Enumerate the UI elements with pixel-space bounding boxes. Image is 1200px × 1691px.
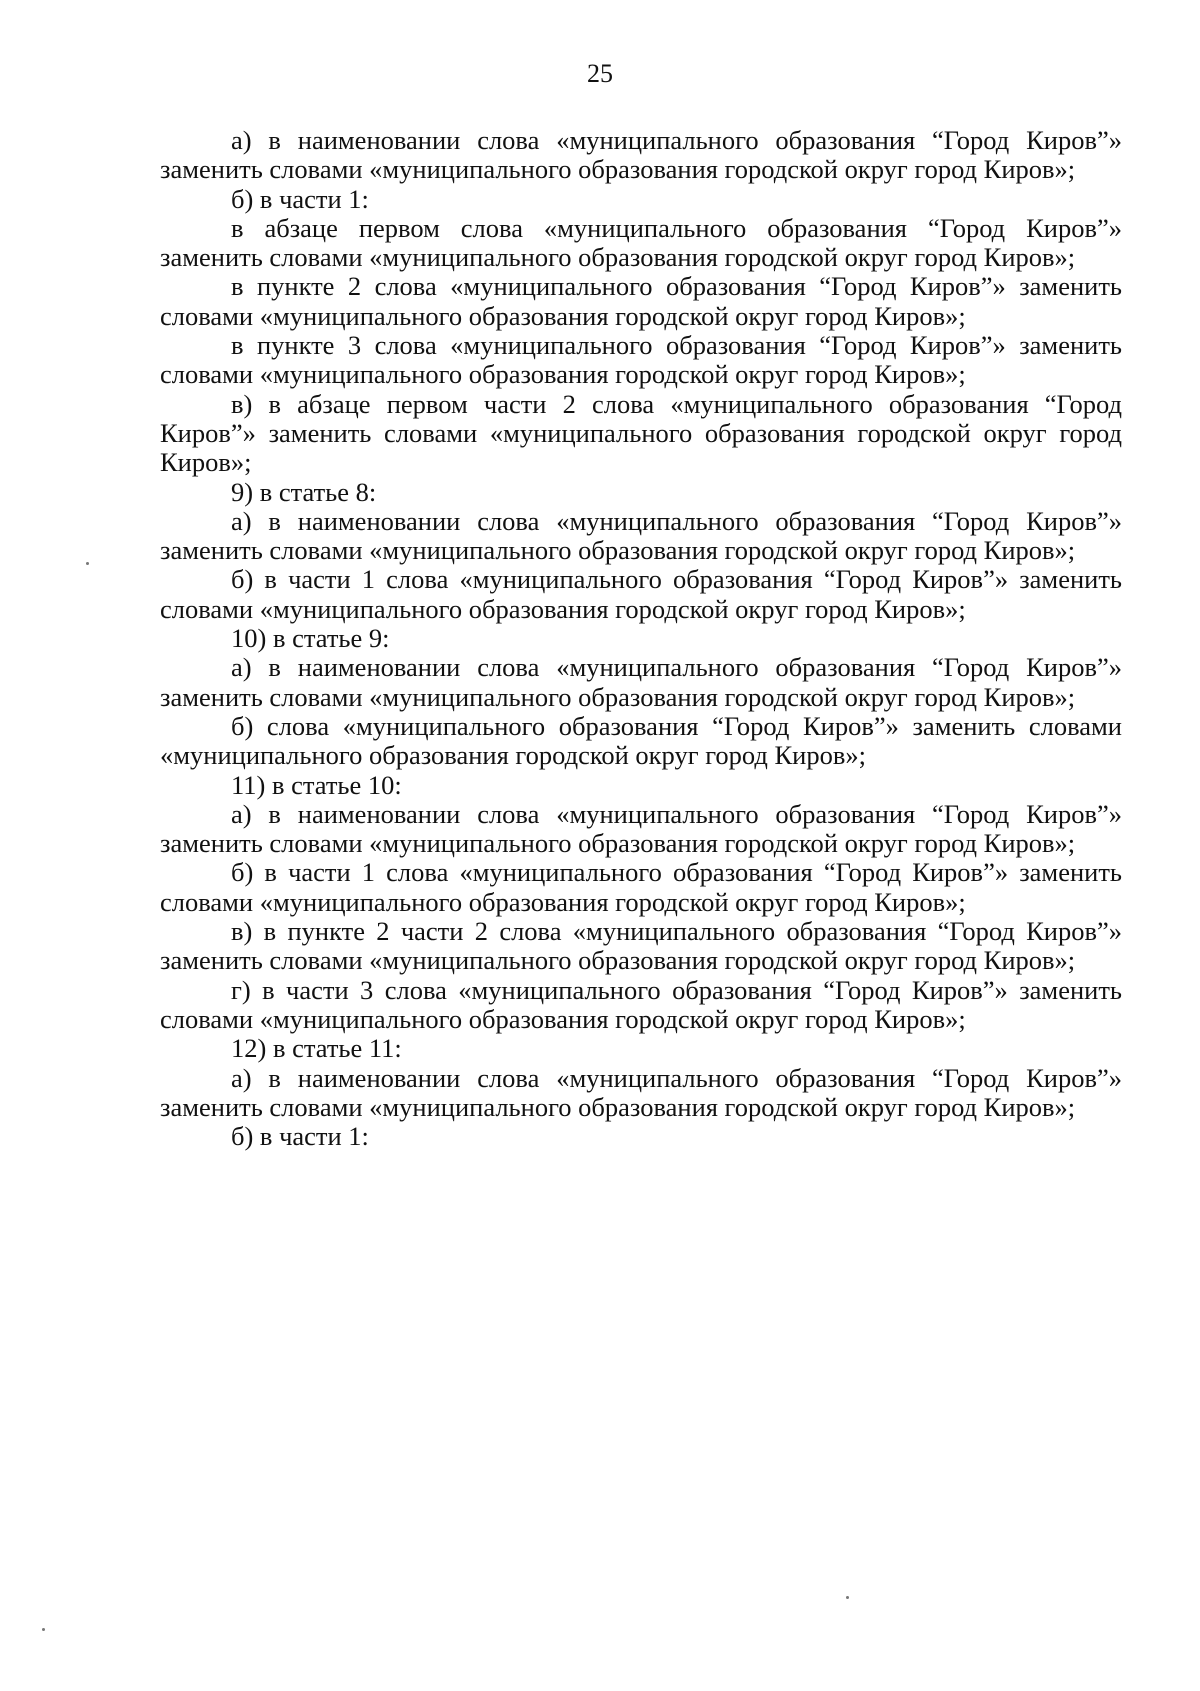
amendment-paragraph: в) в пункте 2 части 2 слова «муниципального образования “Город Киров”» заменить словами «муниципального образования городской округ город Киров»;	[160, 916, 1122, 976]
scan-speck	[86, 562, 89, 565]
article-heading: 11) в статье 10:	[231, 769, 402, 800]
amendment-paragraph: в пункте 3 слова «муниципального образования “Город Киров”» заменить словами «муниципального образования городской округ город Киров»;	[160, 330, 1122, 390]
amendment-paragraph: б) в части 1:	[231, 1121, 369, 1152]
scan-speck	[42, 1628, 45, 1631]
amendment-paragraph: г) в части 3 слова «муниципального образования “Город Киров”» заменить словами «муниципального образования городской округ город Киров»;	[160, 974, 1122, 1034]
amendment-paragraph: а) в наименовании слова «муниципального образования “Город Киров”» заменить словами «муниципального образования городской округ город Киров»;	[160, 125, 1122, 185]
amendment-paragraph: а) в наименовании слова «муниципального образования “Город Киров”» заменить словами «муниципального образования городской округ город Киров»;	[160, 652, 1122, 712]
amendment-paragraph: б) слова «муниципального образования “Город Киров”» заменить словами «муниципального образования городской округ город Киров»;	[160, 710, 1122, 771]
scan-speck	[846, 1596, 849, 1599]
document-body	[160, 126, 1122, 1151]
page-number: 25	[587, 59, 613, 88]
article-heading: 10) в статье 9:	[231, 623, 390, 654]
amendment-paragraph: б) в части 1 слова «муниципального образования “Город Киров”» заменить словами «муниципального образования городской округ город Киров»;	[160, 857, 1122, 917]
amendment-paragraph: а) в наименовании слова «муниципального образования “Город Киров”» заменить словами «муниципального образования городской округ город Киров»;	[160, 1062, 1122, 1122]
amendment-paragraph: в) в абзаце первом части 2 слова «муниципального образования “Город Киров”» заменить словами «муниципального образования городской округ город Киров»;	[160, 388, 1122, 478]
amendment-paragraph: б) в части 1 слова «муниципального образования “Город Киров”» заменить словами «муниципального образования городской округ город Киров»;	[160, 564, 1122, 624]
amendment-paragraph: в абзаце первом слова «муниципального образования “Город Киров”» заменить словами «муниципального образования городской округ город Киров»;	[160, 212, 1122, 273]
article-heading: 12) в статье 11:	[231, 1033, 402, 1064]
article-heading: 9) в статье 8:	[231, 476, 377, 507]
amendment-paragraph: в пункте 2 слова «муниципального образования “Город Киров”» заменить словами «муниципального образования городской округ город Киров»;	[160, 271, 1122, 331]
amendment-paragraph: а) в наименовании слова «муниципального образования “Город Киров”» заменить словами «муниципального образования городской округ город Киров»;	[160, 505, 1122, 566]
amendment-paragraph: б) в части 1:	[231, 183, 369, 214]
amendment-paragraph: а) в наименовании слова «муниципального образования “Город Киров”» заменить словами «муниципального образования городской округ город Киров»;	[160, 798, 1122, 859]
